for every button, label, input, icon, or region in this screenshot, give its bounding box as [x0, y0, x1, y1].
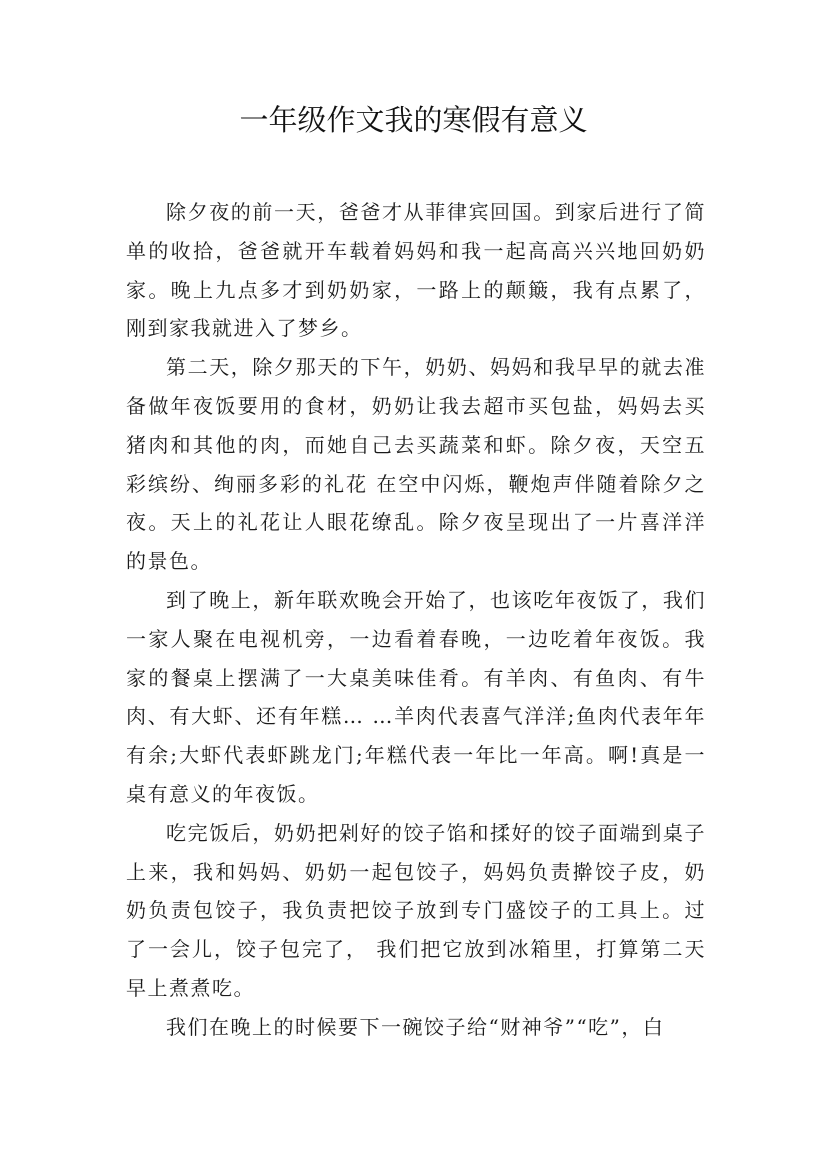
document-body — [126, 193, 706, 1047]
paragraph-1: 除夕夜的前一天，爸爸才从菲律宾回国。到家后进行了简单的收拾，爸爸就开车载着妈妈和我一起高高兴兴地回奶奶家。晚上九点多才到奶奶家，一路上的颠簸，我有点累了，刚到家我就进入了梦乡。 — [126, 200, 706, 341]
document-title: 一年级作文我的寒假有意义 — [239, 103, 588, 137]
paragraph-5: 我们在晚上的时候要下一碗饺子给“财神爷”“吃”，白 — [166, 1014, 665, 1039]
paragraph-2: 第二天，除夕那天的下午，奶奶、妈妈和我早早的就去准备做年夜饭要用的食材，奶奶让我去超市买包盐，妈妈去买猪肉和其他的肉，而她自己去买蔬菜和虾。除夕夜，天空五彩缤纷、绚丽多彩的礼花 在空中闪烁，鞭炮声伴随着除夕之夜。天上的礼花让人眼花缭乱。除夕夜呈现出了一片喜洋洋的景色。 — [126, 355, 706, 574]
paragraph-4: 吃完饭后，奶奶把剁好的饺子馅和揉好的饺子面端到桌子上来，我和妈妈、奶奶一起包饺子，妈妈负责擀饺子皮，奶奶负责包饺子，我负责把饺子放到专门盛饺子的工具上。过了一会儿，饺子包完了， 我们把它放到冰箱里，打算第二天早上煮煮吃。 — [126, 820, 706, 1000]
paragraph-3: 到了晚上，新年联欢晚会开始了，也该吃年夜饭了，我们一家人聚在电视机旁，一边看着春晚，一边吃着年夜饭。我家的餐桌上摆满了一大桌美味佳肴。有羊肉、有鱼肉、有牛肉、有大虾、还有年糕… …羊肉代表喜气洋洋;鱼肉代表年年有余;大虾代表虾跳龙门;年糕代表一年比一年高。啊!真是一桌有意义的年夜饭。 — [126, 587, 706, 806]
